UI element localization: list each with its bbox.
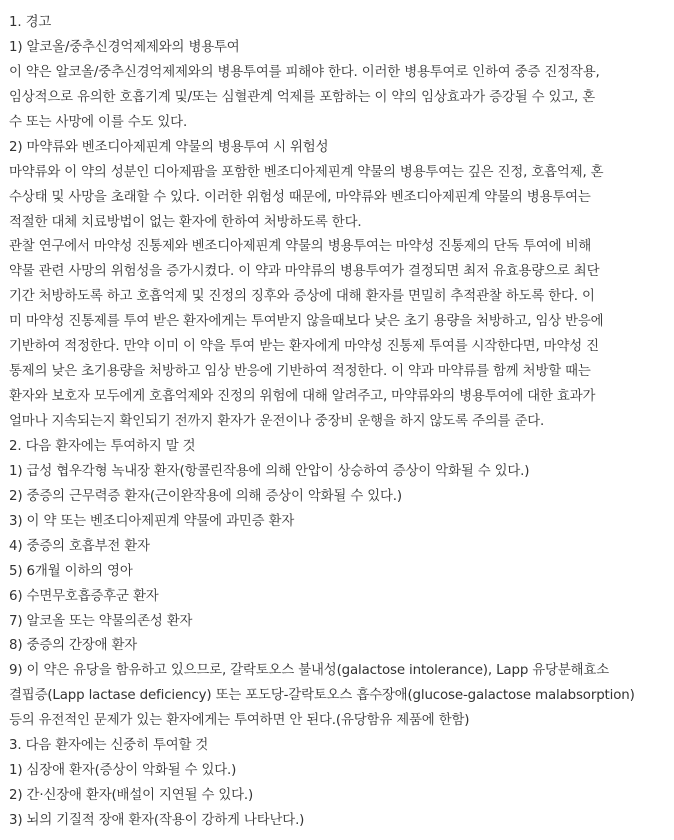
paragraph-line: 얼마나 지속되는지 확인되기 전까지 환자가 운전이나 중장비 운행을 하지 않도록 주의를 준다. — [9, 414, 545, 429]
paragraph-line: 통제의 낮은 초기용량을 처방하고 임상 반응에 기반하여 적정한다. 이 약과 마약류를 함께 처방할 때는 — [9, 364, 591, 380]
list-item: 1) 급성 협우각형 녹내장 환자(항콜린작용에 의해 안압이 상승하여 증상이 악화될 수 있다.) — [9, 463, 530, 479]
section-heading-warning: 1. 경고 — [9, 15, 52, 30]
list-item: 3) 이 약 또는 벤조디아제핀계 약물에 과민증 환자 — [9, 513, 295, 529]
paragraph-line: 임상적으로 유의한 호흡기계 및/또는 심혈관계 억제를 포함하는 이 약의 임상효과가 증강될 수 있고, 혼 — [9, 89, 596, 105]
list-item: 3) 뇌의 기질적 장애 환자(작용이 강하게 나타난다.) — [9, 813, 305, 828]
paragraph-line: 수 또는 사망에 이를 수도 있다. — [9, 114, 188, 130]
paragraph-line: 관찰 연구에서 마약성 진통제와 벤조디아제핀계 약물의 병용투여는 마약성 진통제의 단독 투여에 비해 — [9, 239, 592, 255]
list-item-continuation: 등의 유전적인 문제가 있는 환자에게는 투여하면 안 된다.(유당함유 제품에 한함) — [9, 713, 470, 729]
subheading-alcohol-cns: 1) 알코올/중추신경억제제와의 병용투여 — [9, 39, 240, 55]
section-heading-contraindications: 2. 다음 환자에는 투여하지 말 것 — [9, 438, 196, 454]
list-item-continuation: 결핍증(Lapp lactase deficiency) 또는 포도당-갈락토오스 흡수장애(glucose-galactose malabsorption) — [9, 688, 635, 704]
paragraph-line: 이 약은 알코올/중추신경억제제와의 병용투여를 피해야 한다. 이러한 병용투여로 인하여 중증 진정작용, — [9, 64, 600, 80]
list-item: 7) 알코올 또는 약물의존성 환자 — [9, 613, 193, 629]
list-item: 9) 이 약은 유당을 함유하고 있으므로, 갈락토오스 불내성(galactose intolerance), Lapp 유당분해효소 — [9, 663, 609, 679]
section-heading-caution: 3. 다음 환자에는 신중히 투여할 것 — [9, 738, 209, 754]
paragraph-line: 마약류와 이 약의 성분인 디아제팜을 포함한 벤조디아제핀계 약물의 병용투여는 깊은 진정, 호흡억제, 혼 — [9, 164, 604, 180]
list-item: 1) 심장애 환자(증상이 악화될 수 있다.) — [9, 763, 237, 779]
list-item: 8) 중증의 간장애 환자 — [9, 638, 138, 654]
list-item: 2) 중증의 근무력증 환자(근이완작용에 의해 증상이 악화될 수 있다.) — [9, 488, 402, 504]
paragraph-line: 미 마약성 진통제를 투여 받은 환자에게는 투여받지 않을때보다 낮은 초기 용량을 처방하고, 임상 반응에 — [9, 314, 604, 330]
paragraph-line: 약물 관련 사망의 위험성을 증가시켰다. 이 약과 마약류의 병용투여가 결정되면 최저 유효용량으로 최단 — [9, 264, 600, 280]
list-item: 4) 중증의 호흡부전 환자 — [9, 538, 150, 554]
paragraph-line: 수상태 및 사망을 초래할 수 있다. 이러한 위험성 때문에, 마약류와 벤조디아제핀계 약물의 병용투여는 — [9, 189, 591, 205]
list-item: 6) 수면무호흡증후군 환자 — [9, 588, 159, 604]
paragraph-line: 기반하여 적정한다. 만약 이미 이 약을 투여 받는 환자에게 마약성 진통제 투여를 시작한다면, 마약성 진 — [9, 339, 599, 355]
paragraph-line: 적절한 대체 치료방법이 없는 환자에 한하여 처방하도록 한다. — [9, 214, 362, 230]
subheading-opioid-benzo: 2) 마약류와 벤조디아제핀계 약물의 병용투여 시 위험성 — [9, 139, 329, 155]
document-text-block — [9, 11, 671, 834]
paragraph-line: 기간 처방하도록 하고 호흡억제 및 진정의 징후와 증상에 대해 환자를 면밀히 추적관찰 하도록 한다. 이 — [9, 289, 595, 305]
list-item: 2) 간·신장애 환자(배설이 지연될 수 있다.) — [9, 788, 254, 804]
list-item: 5) 6개월 이하의 영아 — [9, 563, 133, 579]
paragraph-line: 환자와 보호자 모두에게 호흡억제와 진정의 위험에 대해 알려주고, 마약류와의 병용투여에 대한 효과가 — [9, 389, 596, 405]
